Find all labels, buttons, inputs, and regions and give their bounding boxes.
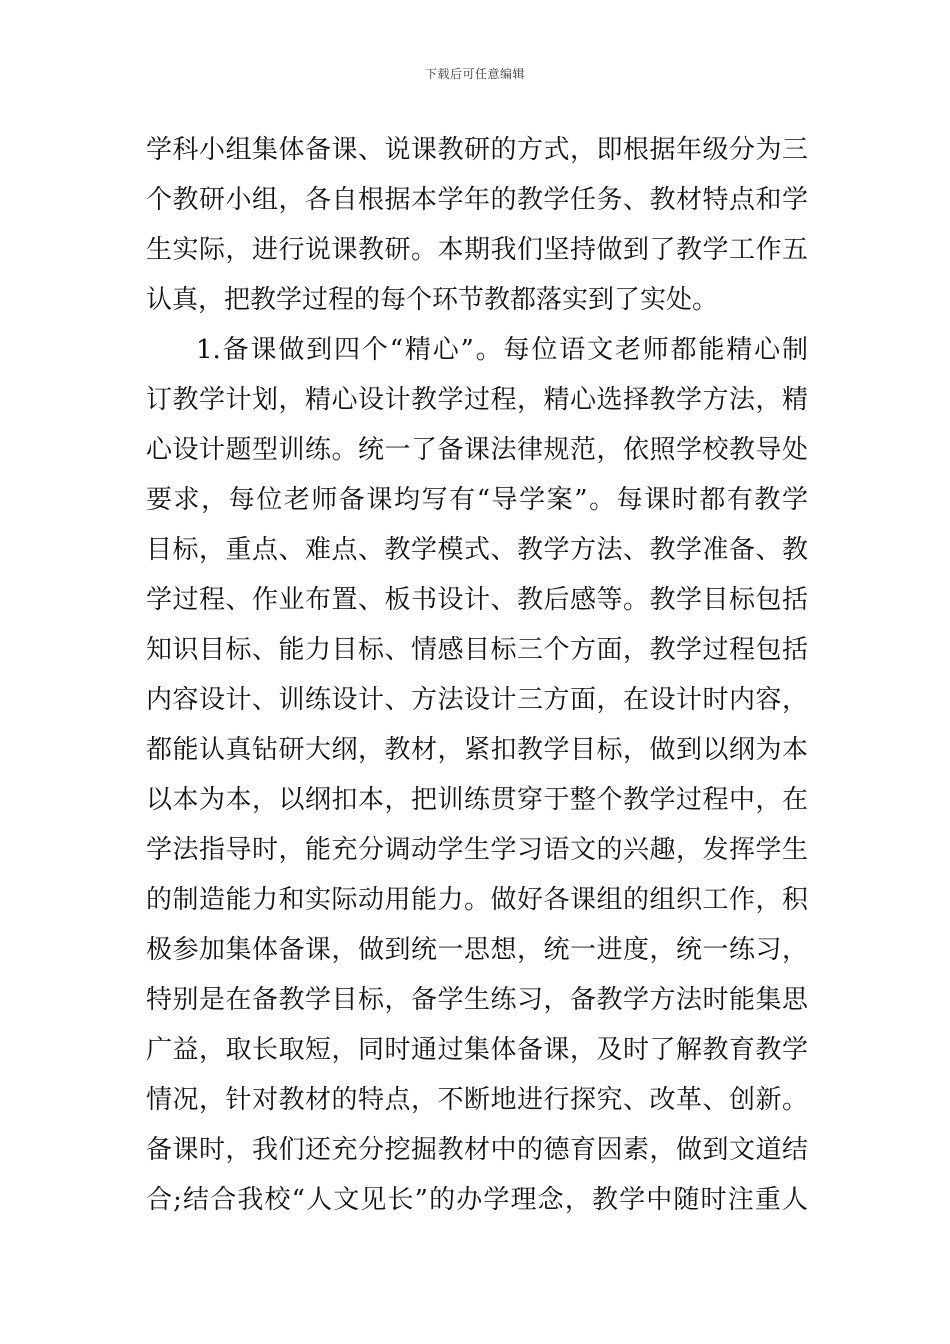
text-line: 订教学计划，精心设计教学过程，精心选择教学方法，精 xyxy=(146,385,808,415)
text-line: 以本为本，以纲扣本，把训练贯穿于整个教学过程中，在 xyxy=(146,785,808,815)
text-line: 1.备课做到四个“精心”。每位语文老师都能精心制 xyxy=(196,335,808,365)
text-line: 极参加集体备课，做到统一思想，统一进度，统一练习， xyxy=(146,935,808,965)
page-header: 下载后可任意编辑 xyxy=(424,67,525,81)
text-line: 内容设计、训练设计、方法设计三方面，在设计时内容， xyxy=(146,685,808,715)
text-line: 备课时，我们还充分挖掘教材中的德育因素，做到文道结 xyxy=(146,1135,808,1165)
text-line: 学过程、作业布置、板书设计、教后感等。教学目标包括 xyxy=(146,585,808,615)
text-line: 个教研小组，各自根据本学年的教学任务、教材特点和学 xyxy=(146,185,808,215)
text-line: 广益，取长取短，同时通过集体备课，及时了解教育教学 xyxy=(146,1035,808,1065)
body-text xyxy=(146,125,808,1225)
text-line: 的制造能力和实际动用能力。做好各课组的组织工作，积 xyxy=(146,885,808,915)
text-line: 心设计题型训练。统一了备课法律规范，依照学校教导处 xyxy=(146,435,808,465)
text-line: 情况，针对教材的特点，不断地进行探究、改革、创新。 xyxy=(146,1085,808,1115)
text-line: 目标，重点、难点、教学模式、教学方法、教学准备、教 xyxy=(146,535,808,565)
text-line: 特别是在备教学目标，备学生练习，备教学方法时能集思 xyxy=(146,985,808,1015)
text-line: 合;结合我校“人文见长”的办学理念，教学中随时注重人 xyxy=(146,1185,808,1215)
text-line: 要求，每位老师备课均写有“导学案”。每课时都有教学 xyxy=(146,485,808,515)
text-line: 生实际，进行说课教研。本期我们坚持做到了教学工作五 xyxy=(146,235,808,265)
text-line: 认真，把教学过程的每个环节教都落实到了实处。 xyxy=(146,285,719,315)
text-line: 知识目标、能力目标、情感目标三个方面，教学过程包括 xyxy=(146,635,808,665)
text-line: 学科小组集体备课、说课教研的方式，即根据年级分为三 xyxy=(146,135,808,165)
text-line: 学法指导时，能充分调动学生学习语文的兴趣，发挥学生 xyxy=(146,835,808,865)
text-line: 都能认真钻研大纲，教材，紧扣教学目标，做到以纲为本 xyxy=(146,735,808,765)
